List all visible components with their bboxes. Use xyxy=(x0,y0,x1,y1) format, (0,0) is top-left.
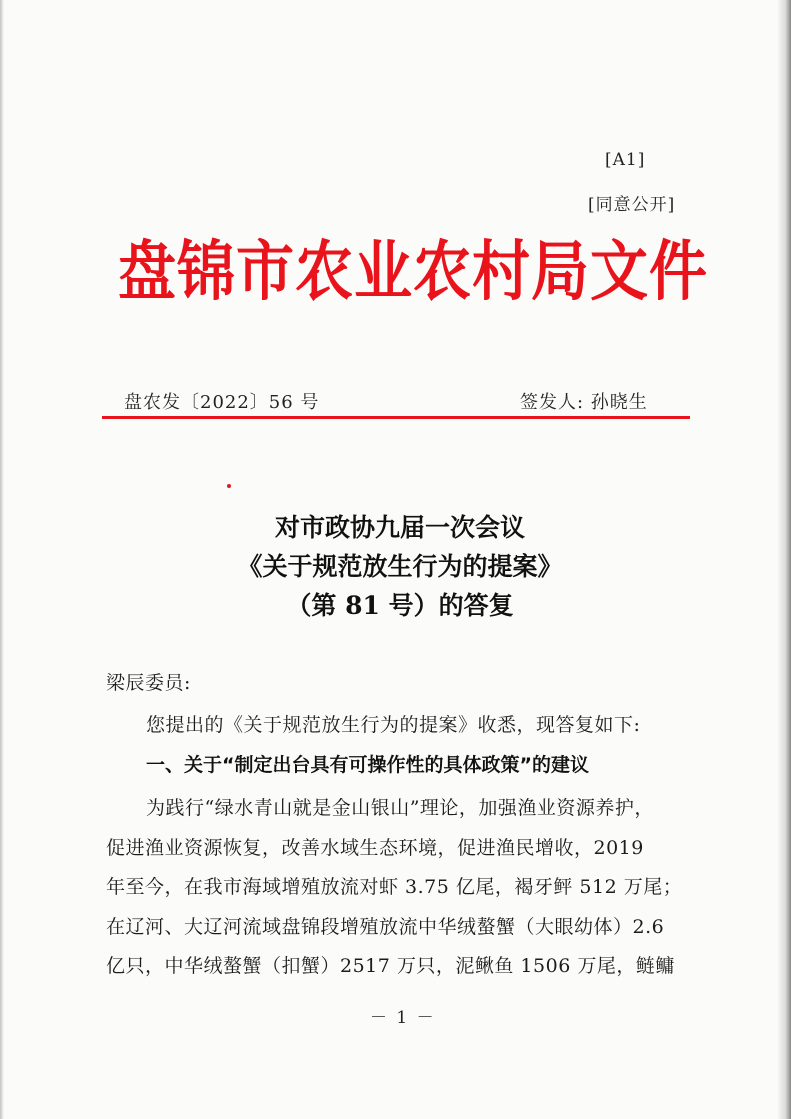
document-title-line-1: 对市政协九届一次会议 xyxy=(274,513,525,542)
intro-paragraph: 您提出的《关于规范放生行为的提案》收悉，现答复如下: xyxy=(146,714,641,736)
section-heading-1: 一、关于“制定出台具有可操作性的具体政策”的建议 xyxy=(146,754,589,776)
body-line: 促进渔业资源恢复，改善水域生态环境，促进渔民增收，2019 xyxy=(106,837,644,859)
document-title-line-2: 《关于规范放生行为的提案》 xyxy=(237,552,563,581)
red-mark xyxy=(227,484,231,488)
body-line: 年至今，在我市海域增殖放流对虾 3.75 亿尾，褐牙鲆 512 万尾； xyxy=(106,876,683,898)
red-separator-line xyxy=(102,416,690,419)
disclosure-tag: [同意公开] xyxy=(588,195,676,215)
body-line: 亿只，中华绒螯蟹（扣蟹）2517 万只，泥鳅鱼 1506 万尾，鲢鳙 xyxy=(106,955,675,977)
page-number: － 1 － xyxy=(370,1008,436,1028)
document-number: 盘农发〔2022〕56 号 xyxy=(124,392,320,413)
body-line: 为践行“绿水青山就是金山银山”理论，加强渔业资源养护， xyxy=(146,797,654,819)
document-title-line-3: （第 81 号）的答复 xyxy=(286,591,514,620)
scan-edge-left xyxy=(0,0,4,1119)
scan-edge-right xyxy=(777,0,791,1119)
masthead-title: 盘锦市农业农村局文件 xyxy=(118,233,709,310)
salutation: 梁辰委员: xyxy=(106,672,191,694)
document-signer: 签发人: 孙晓生 xyxy=(520,392,648,413)
classification-tag: [A1] xyxy=(605,150,646,170)
body-line: 在辽河、大辽河流域盘锦段增殖放流中华绒螯蟹（大眼幼体）2.6 xyxy=(106,916,665,938)
